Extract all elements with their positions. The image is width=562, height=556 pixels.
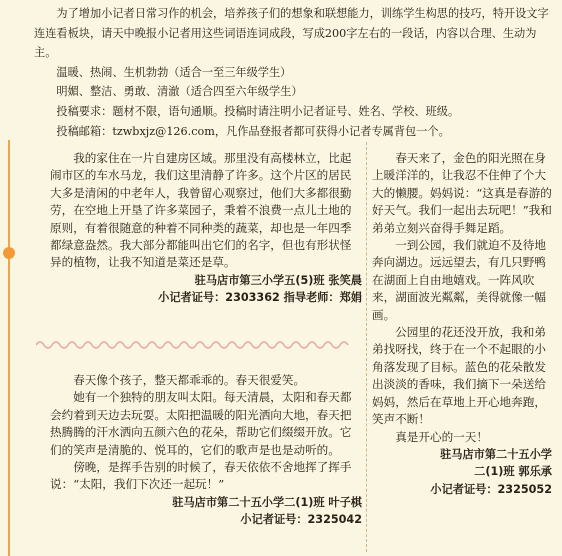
column-divider xyxy=(366,142,368,552)
article-1-school: 驻马店市第三小学五(5)班 张笑晨 xyxy=(194,273,362,287)
submission-notice xyxy=(34,4,556,141)
wave-divider xyxy=(36,338,352,352)
article-3-cert: 小记者证号：2325052 xyxy=(430,482,552,496)
article-2-p3: 傍晚，是挥手告别的时候了，春天依依不舍地挥了挥手说：“太阳，我们下次还一起玩！” xyxy=(50,460,352,492)
article-2 xyxy=(50,372,362,529)
notice-email: 投稿邮箱：tzwbxjz@126.com，凡作品登报者都可获得小记者专属背包一个。 xyxy=(56,124,450,138)
article-3-p3: 公园里的花还没开放，我和弟弟找呀找，终于在一个不起眼的小角落发现了目标。蓝色的花朵散发出淡淡的香味，我们摘下一朵送给妈妈，然后在草地上开心地奔跑，笑声不断！ xyxy=(372,325,546,427)
article-1-cert: 小记者证号：2303362 指导老师：郑娟 xyxy=(158,291,362,305)
article-2-p1: 春天像个孩子，整天都乖乖的。春天很爱笑。 xyxy=(73,373,306,387)
notice-words-high: 明媚、整洁、勇敢、清澈（适合四至六年级学生） xyxy=(56,85,303,99)
article-1-body: 我的家住在一片自建房区域。那里没有高楼林立，比起闹市区的车水马龙，我们这里清静了许多。这个片区的居民大多是清闲的中老年人，我曾留心观察过，他们大多都很勤劳，在空地上开垦了许多菜园子，秉着不浪费一点儿土地的原则，有着很随意的种着不同种类的蔬菜，却也是一年四季都绿意盎然。我大部分都能叫出它们的名字，但也有形状怪异的植物，让我不知道是菜还是草。 xyxy=(50,151,352,270)
article-3-school-line1: 驻马店市第二十五小学 xyxy=(440,447,552,461)
article-3-p4: 真是开心的一天！ xyxy=(395,429,488,444)
article-3-school-line2: 二(1)班 郭乐承 xyxy=(474,465,552,479)
article-2-school: 驻马店市第二十五小学二(1)班 叶子棋 xyxy=(172,495,362,509)
left-margin-line xyxy=(8,140,10,556)
article-1 xyxy=(50,150,362,307)
article-3-p1: 春天来了，金色的阳光照在身上暖洋洋的，让我忍不住伸了个大大的懒腰。妈妈说：“这真是春游的好天气。我们一起出去玩吧！”我和弟弟立刻兴奋得手舞足蹈。 xyxy=(372,151,552,235)
article-2-p2: 她有一个独特的朋友叫太阳。每天清晨，太阳和春天都会约着到天边去玩耍。太阳把温暖的阳光洒向大地，春天把热腾腾的汗水洒向五颜六色的花朵，帮助它们缀缀开放。它们的笑声是清脆的、悦耳的，它们的歌声是也是动听的。 xyxy=(50,390,352,457)
left-margin-dot xyxy=(3,247,15,259)
article-3 xyxy=(372,150,552,498)
notice-requirement: 投稿要求：题材不限，语句通顺。投稿时请注明小记者证号、姓名、学校、班级。 xyxy=(56,104,460,118)
notice-words-low: 温暖、热闹、生机勃勃（适合一至三年级学生） xyxy=(56,65,292,79)
notice-intro: 为了增加小记者日常习作的机会，培养孩子们的想象和联想能力，训练学生构思的技巧，特开设文字连连看板块，请天中晚报小记者用这些词语连词成段，写成200字左右的一段话，内容以合理、生动为主。 xyxy=(34,7,549,60)
article-3-p2: 一到公园，我们就迫不及待地奔向湖边。远远望去，有几只野鸭在湖面上自由地嬉戏。一阵风吹来，湖面波光粼粼，美得就像一幅画。 xyxy=(372,238,546,322)
article-2-cert: 小记者证号：2325042 xyxy=(240,513,362,527)
